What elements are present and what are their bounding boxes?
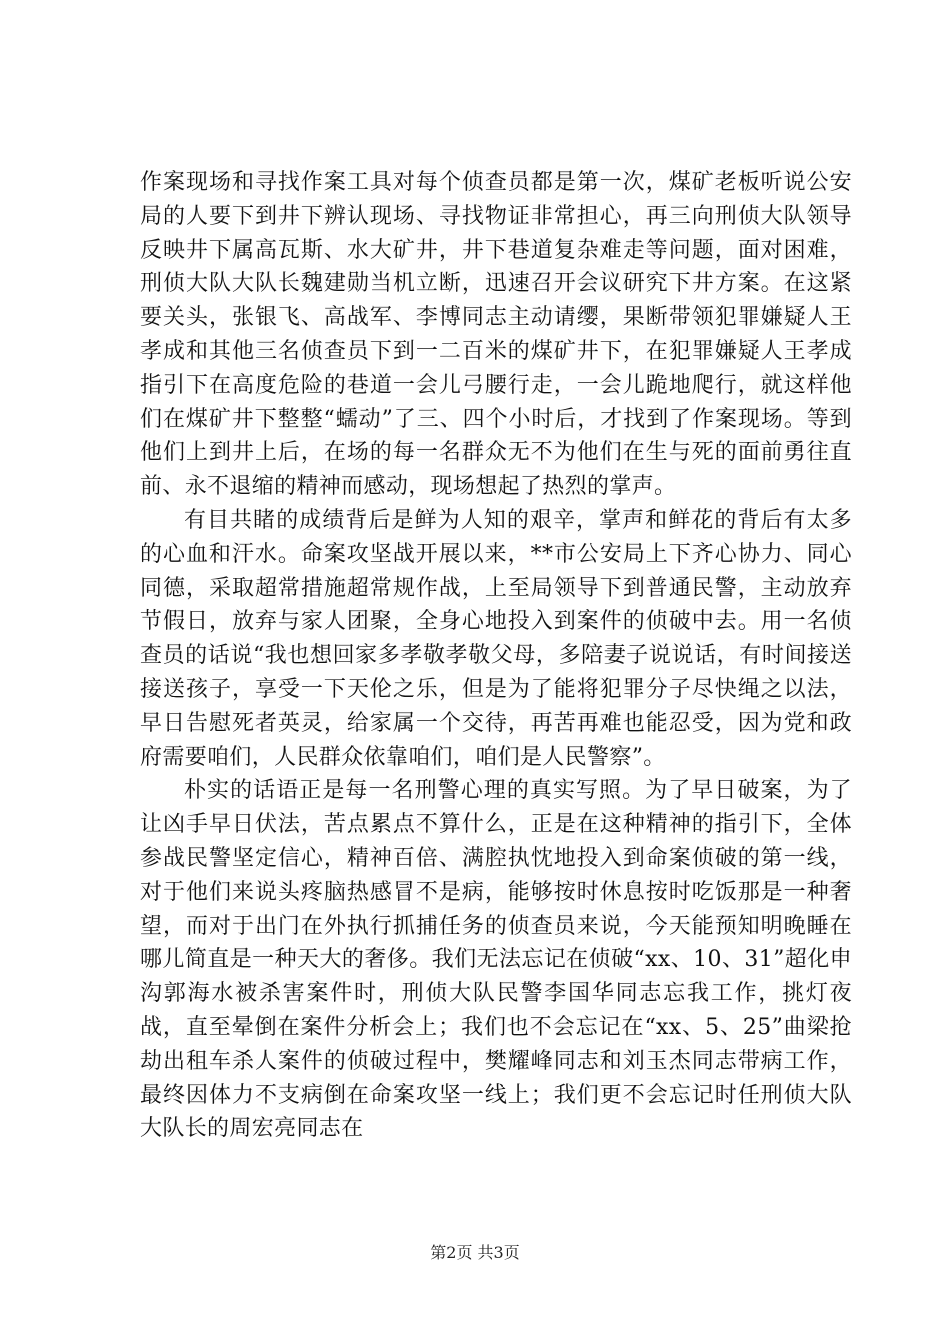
page-footer: 第2页 共3页 — [430, 1243, 520, 1262]
paragraph: 有目共睹的成绩背后是鲜为人知的艰辛，掌声和鲜花的背后有太多的心血和汗水。命案攻坚战开展以来，**市公安局上下齐心协力、同心同德，采取超常措施超常规作战，上至局领导下到普通民警，主动放弃节假日，放弃与家人团聚，全身心地投入到案件的侦破中去。用一名侦查员的话说“我也想回家多孝敬孝敬父母，多陪妻子说说话，有时间接送接送孩子，享受一下天伦之乐，但是为了能将犯罪分子尽快绳之以法，早日告慰死者英灵，给家属一个交待，再苦再难也能忍受，因为党和政府需要咱们，人民群众依靠咱们，咱们是人民警察”。 — [140, 507, 852, 770]
document-body — [140, 166, 852, 1146]
paragraph-continued: 作案现场和寻找作案工具对每个侦查员都是第一次，煤矿老板听说公安局的人要下到井下辨认现场、寻找物证非常担心，再三向刑侦大队领导反映井下属高瓦斯、水大矿井，井下巷道复杂难走等问题，面对困难，刑侦大队大队长魏建勋当机立断，迅速召开会议研究下井方案。在这紧要关头，张银飞、高战军、李博同志主动请缨，果断带领犯罪嫌疑人王孝成和其他三名侦查员下到一二百米的煤矿井下，在犯罪嫌疑人王孝成指引下在高度危险的巷道一会儿弓腰行走，一会儿跪地爬行，就这样他们在煤矿井下整整“蠕动”了三、四个小时后，才找到了作案现场。等到他们上到井上后，在场的每一名群众无不为他们在生与死的面前勇往直前、永不退缩的精神而感动，现场想起了热烈的掌声。 — [140, 170, 852, 500]
paragraph: 朴实的话语正是每一名刑警心理的真实写照。为了早日破案，为了让凶手早日伏法，苦点累点不算什么，正是在这种精神的指引下，全体参战民警坚定信心，精神百倍、满腔执忱地投入到命案侦破的第一线，对于他们来说头疼脑热感冒不是病，能够按时休息按时吃饭那是一种奢望，而对于出门在外执行抓捕任务的侦查员来说，今天能预知明晚睡在哪儿简直是一种天大的奢侈。我们无法忘记在侦破“xx、10、31”超化申沟郭海水被杀害案件时，刑侦大队民警李国华同志忘我工作，挑灯夜战，直至晕倒在案件分析会上；我们也不会忘记在“xx、5、25”曲梁抢劫出租车杀人案件的侦破过程中，樊耀峰同志和刘玉杰同志带病工作，最终因体力不支病倒在命案攻坚一线上；我们更不会忘记时任刑侦大队大队长的周宏亮同志在 — [140, 778, 852, 1142]
